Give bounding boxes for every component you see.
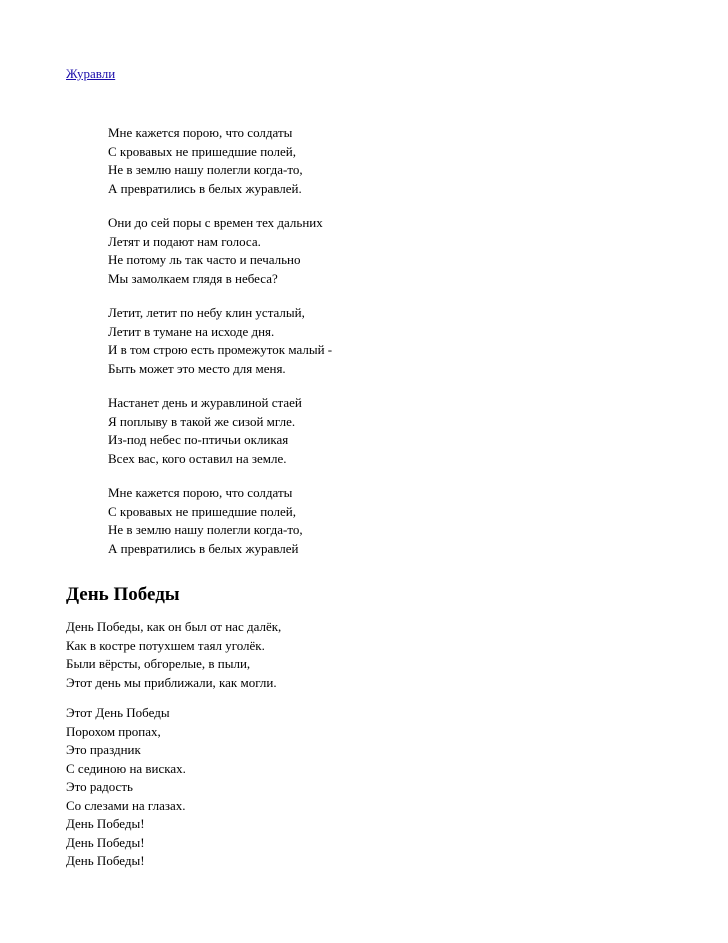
poem-line: Были вёрсты, обгорелые, в пыли, — [66, 656, 251, 671]
stanza — [108, 304, 332, 378]
poem-line: С кровавых не пришедшие полей, — [108, 143, 296, 159]
poem-line: Не в землю нашу полегли когда-то, — [108, 522, 303, 537]
stanza — [108, 394, 332, 468]
poem-line: Быть может это место для меня. — [108, 360, 286, 376]
poem-line: Этот день мы приближали, как могли. — [66, 674, 277, 690]
poem-line: Как в костре потухшем таял уголёк. — [66, 637, 265, 653]
poem-line: Мы замолкаем глядя в небеса? — [108, 270, 278, 286]
poem-line: Мне кажется порою, что солдаты — [108, 125, 293, 140]
poem-line: День Победы! — [66, 816, 145, 831]
poem-line: Порохом пропах, — [66, 723, 161, 739]
stanza — [108, 484, 332, 558]
poem-line: День Победы! — [66, 853, 145, 868]
poem-line: Это радость — [66, 779, 133, 794]
stanza — [108, 214, 332, 288]
zhuravli-link[interactable]: Журавли — [66, 66, 116, 81]
heading-den-pobedy: День Победы — [66, 584, 180, 605]
poem-line: Это праздник — [66, 742, 141, 757]
poem-den-pobedy — [66, 618, 281, 871]
poem-line: С сединою на висках. — [66, 760, 186, 776]
poem-line: А превратились в белых журавлей — [108, 540, 299, 556]
poem-line: Летят и подают нам голоса. — [108, 233, 261, 249]
poem-line: С кровавых не пришедшие полей, — [108, 503, 296, 519]
stanza — [66, 704, 281, 871]
poem-line: И в том строю есть промежуток малый - — [108, 342, 333, 357]
poem-zhuravli — [108, 124, 332, 558]
poem-line: Летит в тумане на исходе дня. — [108, 323, 275, 339]
poem-line: Они до сей поры с времен тех дальних — [108, 215, 323, 230]
poem-line: Летит, летит по небу клин усталый, — [108, 305, 305, 320]
poem-line: День Победы! — [66, 834, 145, 850]
stanza — [66, 618, 281, 692]
poem-line: Не в землю нашу полегли когда-то, — [108, 162, 303, 177]
poem-line: Этот День Победы — [66, 705, 170, 720]
poem-line: Со слезами на глазах. — [66, 797, 186, 813]
poem-line: Я поплыву в такой же сизой мгле. — [108, 413, 296, 429]
poem-line: А превратились в белых журавлей. — [108, 180, 302, 196]
poem-line: Не потому ль так часто и печально — [108, 252, 301, 267]
poem-line: Мне кажется порою, что солдаты — [108, 485, 293, 500]
poem-line: День Победы, как он был от нас далёк, — [66, 619, 282, 634]
stanza — [108, 124, 332, 198]
poem-line: Всех вас, кого оставил на земле. — [108, 450, 287, 466]
poem-line: Настанет день и журавлиной стаей — [108, 395, 302, 410]
poem-line: Из-под небес по-птичьи окликая — [108, 432, 289, 447]
